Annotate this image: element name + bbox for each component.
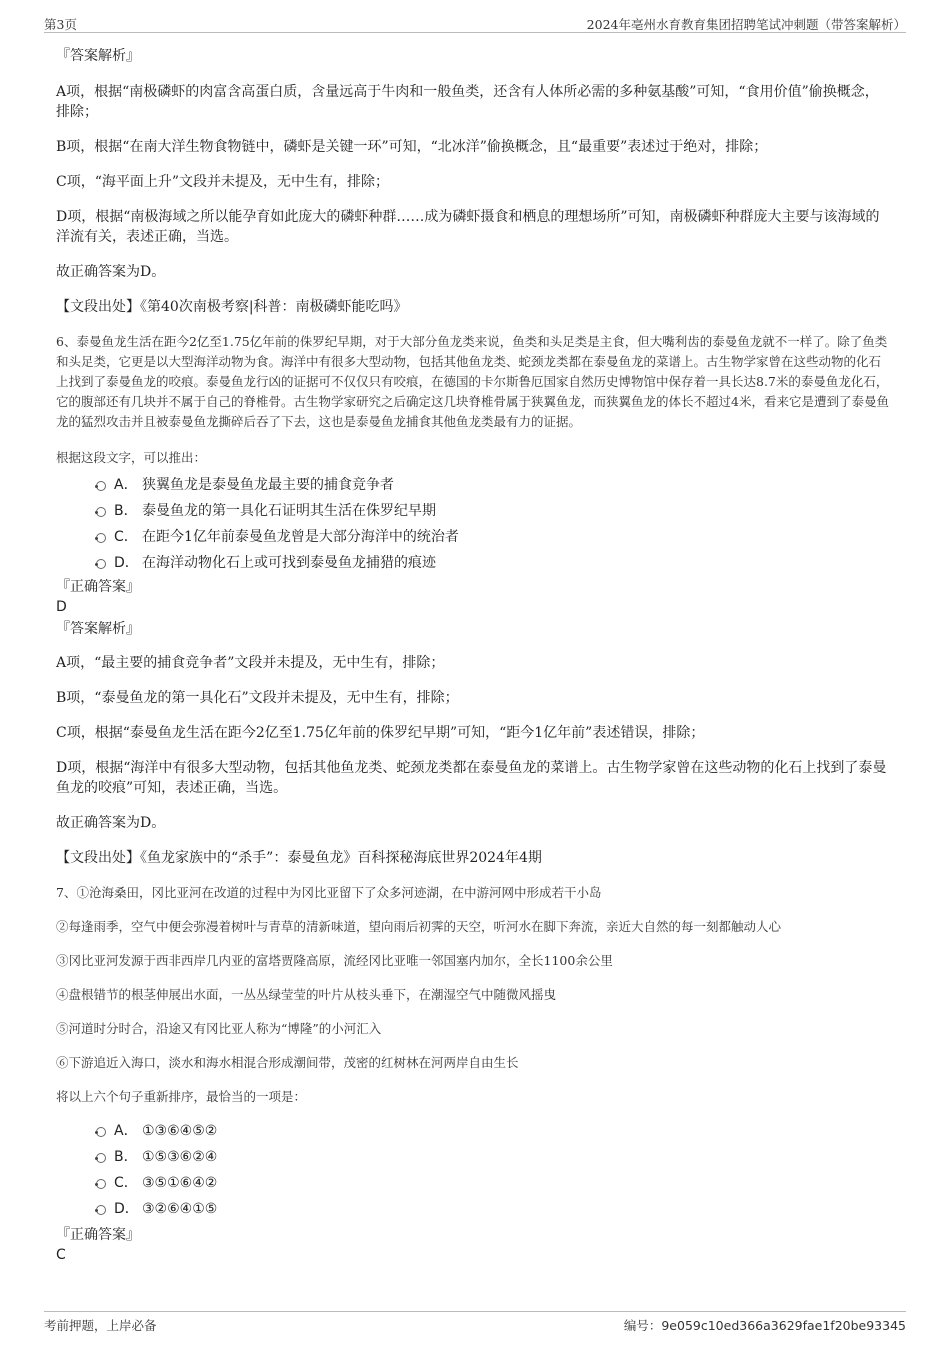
code-label: 编号： [623, 1318, 662, 1333]
question-7-sentence-3: ③冈比亚河发源于西非西岸几内亚的富塔贾隆高原，流经冈比亚唯一邻国塞内加尔，全长1100余公里 [56, 953, 613, 968]
page-content [56, 44, 890, 1265]
analysis-heading: 『答案解析』 [56, 621, 140, 637]
option-text: ③②⑥④①⑤ [142, 1201, 218, 1217]
question-6-prompt: 根据这段文字，可以推出： [56, 450, 207, 465]
question-6-options [96, 475, 890, 579]
analysis-b: B项，根据“在南大洋生物食物链中，磷虾是关键一环”可知，“北冰洋”偷换概念，且“最重要”表述过于绝对，排除； [56, 139, 768, 155]
code-value: 9e059c10ed366a3629fae1f20be93345 [661, 1318, 906, 1333]
option-text: 狭翼鱼龙是泰曼鱼龙最主要的捕食竞争者 [142, 477, 394, 493]
option-text: ①③⑥④⑤② [142, 1123, 218, 1139]
option-a[interactable]: A． 狭翼鱼龙是泰曼鱼龙最主要的捕食竞争者 [96, 475, 890, 501]
source-citation: 【文段出处】《第40次南极考察|科普：南极磷虾能吃吗》 [56, 299, 408, 315]
correct-answer: D [56, 599, 67, 615]
question-7-options [96, 1121, 890, 1225]
analysis-conclusion: 故正确答案为D。 [56, 264, 166, 280]
analysis-a: A项，根据“南极磷虾的肉富含高蛋白质，含量远高于牛肉和一般鱼类，还含有人体所必需的多种氨基酸”可知，“食用价值”偷换概念，排除； [56, 84, 879, 120]
footer-slogan: 考前押题，上岸必备 [44, 1318, 157, 1333]
analysis-d: D项，根据“南极海域之所以能孕育如此庞大的磷虾种群……成为磷虾摄食和栖息的理想场所”可知，南极磷虾种群庞大主要与该海域的洋流有关，表述正确，当选。 [56, 209, 880, 245]
question-6-stem: 6、泰曼鱼龙生活在距今2亿至1.75亿年前的侏罗纪早期，对于大部分鱼龙类来说，鱼类和头足类是主食，但大嘴利齿的泰曼鱼龙就不一样了。除了鱼类和头足类，它更是以大型海洋动物为食。海洋中有很多大型动物，包括其他鱼龙类、蛇颈龙类都在泰曼鱼龙的菜谱上。古生物学家曾在这些动物的化石上找到了泰曼鱼龙的咬痕。泰曼鱼龙行凶的证据可不仅仅只有咬痕，在德国的卡尔斯鲁厄国家自然历史博物馆中保存着一具长达8.7米的泰曼鱼龙化石，它的腹部还有几块并不属于自己的脊椎骨。古生物学家研究之后确定这几块脊椎骨属于狭翼鱼龙，而狭翼鱼龙的体长不超过4米，看来它是遭到了泰曼鱼龙的猛烈攻击并且被泰曼鱼龙撕碎后吞了下去，这也是泰曼鱼龙捕食其他鱼龙类最有力的证据。 [56, 334, 889, 429]
analysis-c: C项，“海平面上升”文段并未提及，无中生有，排除； [56, 174, 390, 190]
correct-answer: C [56, 1247, 66, 1263]
analysis-a: A项，“最主要的捕食竞争者”文段并未提及，无中生有，排除； [56, 655, 445, 671]
option-text: ③⑤①⑥④② [142, 1175, 218, 1191]
analysis-heading: 『答案解析』 [56, 48, 140, 64]
option-b[interactable]: B． ①⑤③⑥②④ [96, 1147, 890, 1173]
radio-icon[interactable] [96, 481, 106, 491]
option-text: 在距今1亿年前泰曼鱼龙曾是大部分海洋中的统治者 [142, 529, 459, 545]
page-header [44, 14, 906, 33]
question-7-sentence-6: ⑥下游追近入海口，淡水和海水相混合形成潮间带，茂密的红树林在河两岸自由生长 [56, 1055, 519, 1070]
radio-icon[interactable] [96, 533, 106, 543]
analysis-c: C项，根据“泰曼鱼龙生活在距今2亿至1.75亿年前的侏罗纪早期”可知，“距今1亿年前”表述错误，排除； [56, 725, 705, 741]
correct-answer-heading: 『正确答案』 [56, 579, 140, 595]
page-number: 第3页 [44, 17, 77, 32]
source-citation: 【文段出处】《鱼龙家族中的“杀手”：泰曼鱼龙》百科探秘海底世界2024年4期 [56, 850, 542, 866]
correct-answer-heading: 『正确答案』 [56, 1227, 140, 1243]
analysis-d: D项，根据“海洋中有很多大型动物，包括其他鱼龙类、蛇颈龙类都在泰曼鱼龙的菜谱上。古生物学家曾在这些动物的化石上找到了泰曼鱼龙的咬痕”可知，表述正确，当选。 [56, 760, 887, 796]
question-7-sentence-4: ④盘根错节的根茎伸展出水面，一丛丛绿莹莹的叶片从枝头垂下，在潮湿空气中随微风摇曳 [56, 987, 557, 1002]
page-footer [44, 1311, 906, 1336]
option-c[interactable]: C． ③⑤①⑥④② [96, 1173, 890, 1199]
radio-icon[interactable] [96, 1205, 106, 1215]
analysis-conclusion: 故正确答案为D。 [56, 815, 166, 831]
option-text: 泰曼鱼龙的第一具化石证明其生活在侏罗纪早期 [142, 503, 436, 519]
option-text: 在海洋动物化石上或可找到泰曼鱼龙捕猎的痕迹 [142, 555, 436, 571]
radio-icon[interactable] [96, 1127, 106, 1137]
option-d[interactable]: D． 在海洋动物化石上或可找到泰曼鱼龙捕猎的痕迹 [96, 553, 890, 579]
radio-icon[interactable] [96, 507, 106, 517]
option-c[interactable]: C． 在距今1亿年前泰曼鱼龙曾是大部分海洋中的统治者 [96, 527, 890, 553]
radio-icon[interactable] [96, 1179, 106, 1189]
question-7-prompt: 将以上六个句子重新排序，最恰当的一项是： [56, 1089, 307, 1104]
option-a[interactable]: A． ①③⑥④⑤② [96, 1121, 890, 1147]
option-text: ①⑤③⑥②④ [142, 1149, 218, 1165]
question-7-sentence-5: ⑤河道时分时合，沿途又有冈比亚人称为“博隆”的小河汇入 [56, 1021, 382, 1036]
document-title: 2024年亳州水育教育集团招聘笔试冲刺题（带答案解析） [586, 17, 906, 32]
document-code [624, 1316, 906, 1334]
radio-icon[interactable] [96, 559, 106, 569]
option-b[interactable]: B． 泰曼鱼龙的第一具化石证明其生活在侏罗纪早期 [96, 501, 890, 527]
radio-icon[interactable] [96, 1153, 106, 1163]
question-7-sentence-1: 7、①沧海桑田，冈比亚河在改道的过程中为冈比亚留下了众多河迹湖，在中游河网中形成若干小岛 [56, 885, 602, 900]
analysis-b: B项，“泰曼鱼龙的第一具化石”文段并未提及，无中生有，排除； [56, 690, 459, 706]
option-d[interactable]: D． ③②⑥④①⑤ [96, 1199, 890, 1225]
question-7-sentence-2: ②每逢雨季，空气中便会弥漫着树叶与青草的清新味道，望向雨后初霁的天空，听河水在脚下奔流，亲近大自然的每一刻都触动人心 [56, 919, 782, 934]
